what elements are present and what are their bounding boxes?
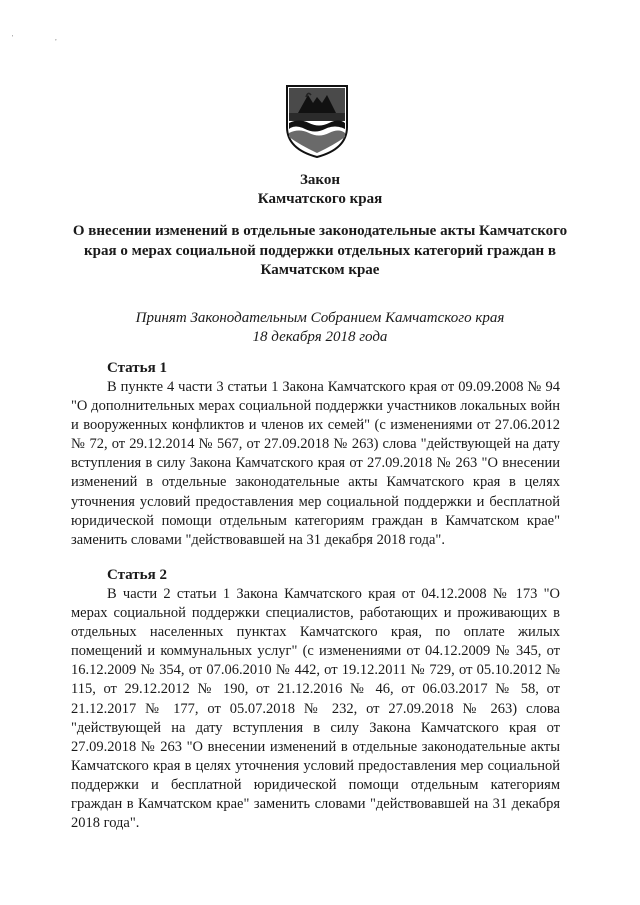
coat-of-arms-icon [284, 83, 350, 159]
adoption-date: 18 декабря 2018 года [252, 329, 388, 345]
law-region: Камчатского края [257, 191, 383, 207]
article-1-heading: Статья 1 [107, 360, 167, 376]
article-2-heading: Статья 2 [107, 567, 167, 583]
article-1-text: В пункте 4 части 3 статьи 1 Закона Камчатского края от 09.09.2008 № 94 "О дополнительных мерах социальной поддержки участников локальных войн и вооруженных конфликтов и членов их семей" (с изменениями от 27.06.2012 № 72, от 29.12.2014 № 567, от 27.09.2018 № 263) слова "действующей на дату вступления в силу Закона Камчатского края от 27.09.2018 № 263 "О внесении изменений в отдельные законодательные акты Камчатского края в целях уточнения условий предоставления мер социальной поддержки и бесплатной юридической помощи отдельным категориям граждан в Камчатском крае" заменить словами "действовавшей на 31 декабря 2018 года". [71, 379, 560, 548]
adoption-authority: Принят Законодательным Собранием Камчатского края [135, 310, 505, 326]
law-title: Закон [299, 172, 340, 188]
scan-specks: ' , [12, 34, 77, 42]
article-2-text: В части 2 статьи 1 Закона Камчатского края от 04.12.2008 № 173 "О мерах социальной поддержки специалистов, работающих и проживающих в отдельных населенных пунктах Камчатского края, по оплате жилых помещений и коммунальных услуг" (с изменениями от 04.12.2009 № 345, от 16.12.2009 № 354, от 07.06.2010 № 442, от 19.12.2011 № 729, от 05.10.2012 № 115, от 29.12.2012 № 190, от 21.12.2016 № 46, от 06.03.2017 № 58, от 21.12.2017 № 177, от 05.07.2018 № 232, от 27.09.2018 № 263) слова "действующей на дату вступления в силу Закона Камчатского края от 27.09.2018 № 263 "О внесении изменений в отдельные законодательные акты Камчатского края в целях уточнения условий предоставления мер социальной поддержки и бесплатной юридической помощи отдельным категориям граждан в Камчатском крае" заменить словами "действовавшей на 31 декабря 2018 года". [71, 586, 560, 832]
law-subject: О внесении изменений в отдельные законодательные акты Камчатского края о мерах социальной поддержки отдельных категорий граждан в Камчатском крае [72, 223, 568, 278]
